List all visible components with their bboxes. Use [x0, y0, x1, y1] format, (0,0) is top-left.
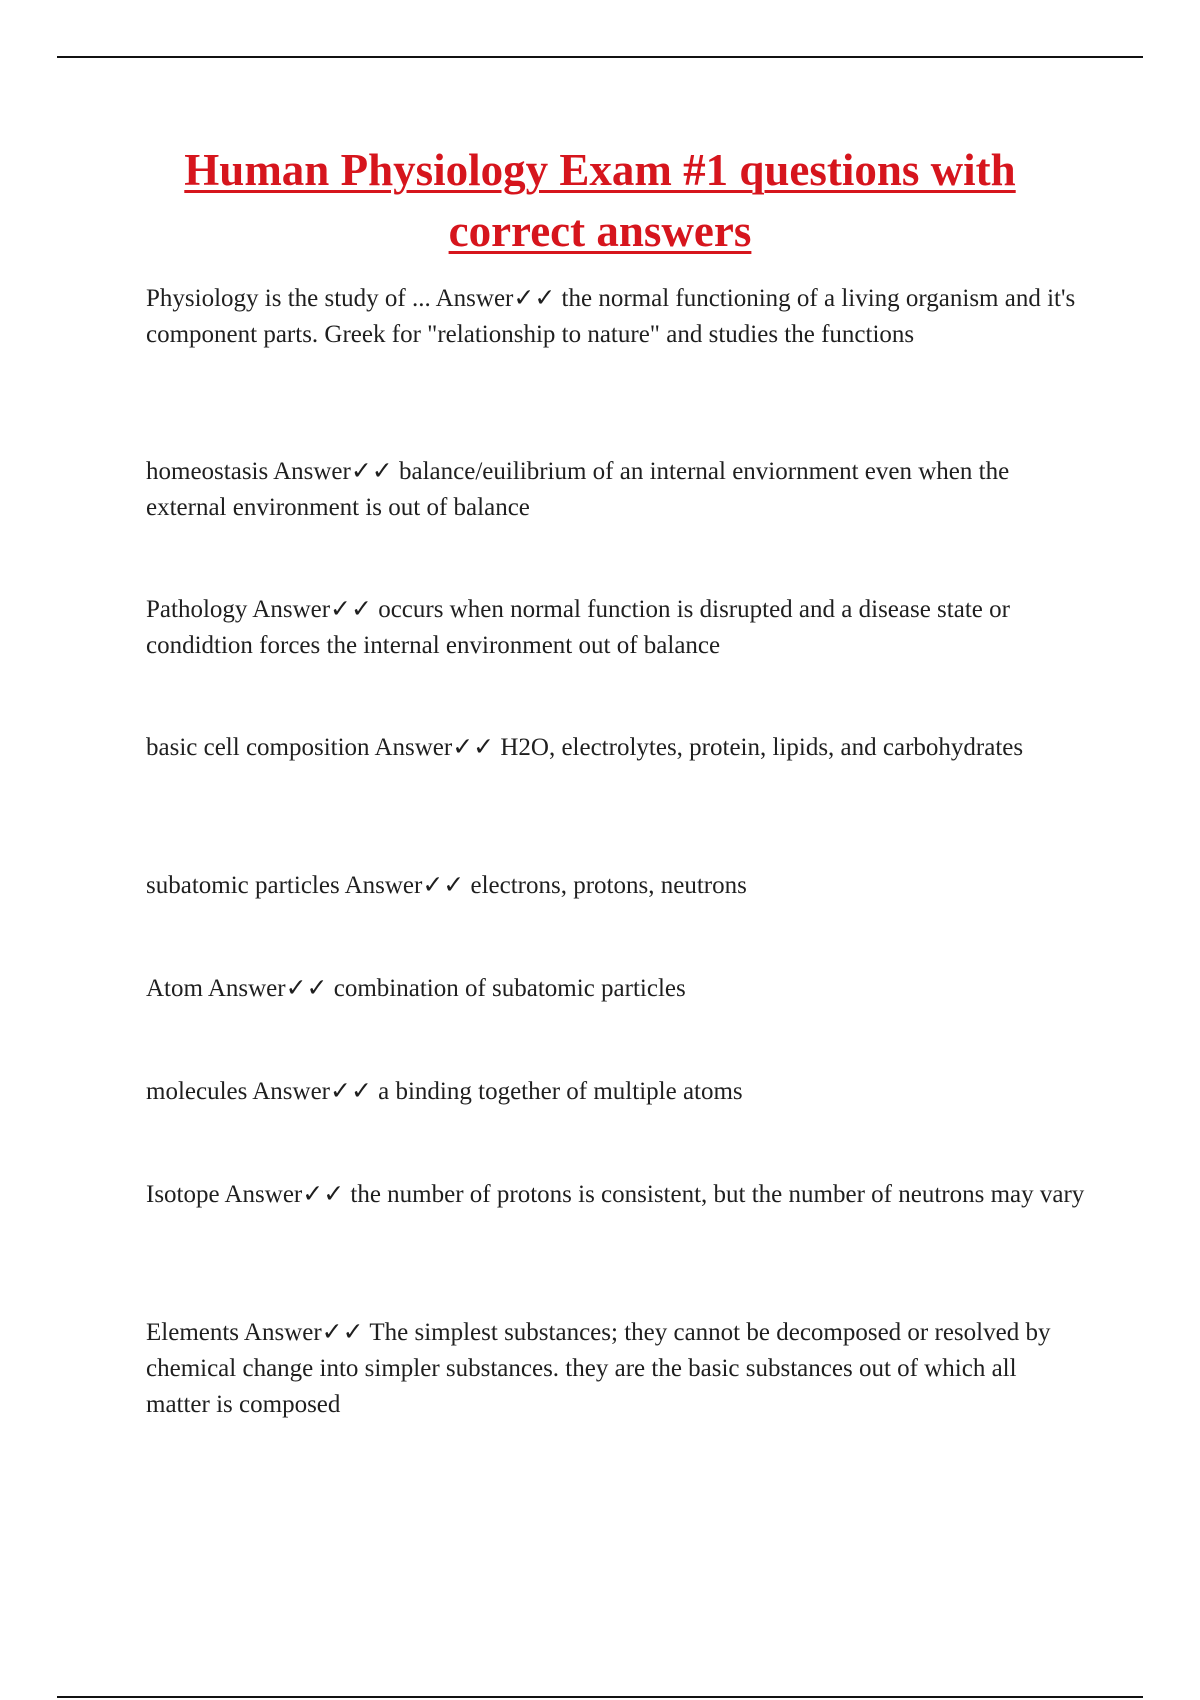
qa-item: [146, 592, 1086, 664]
qa-item: [146, 281, 1086, 353]
qa-answer: H2O, electrolytes, protein, lipids, and carbohydrates: [500, 734, 1024, 761]
answer-marker: Answer✓✓: [207, 975, 328, 1002]
qa-answer: occurs when normal function is disrupted and a disease state or condidtion forces the internal environment out of balance: [146, 596, 1010, 659]
qa-term: Physiology is the study of ...: [146, 285, 431, 312]
qa-answer: electrons, protons, neutrons: [470, 872, 747, 899]
qa-item: [146, 971, 1086, 1007]
bottom-rule: [57, 1696, 1143, 1698]
qa-term: Isotope: [146, 1181, 220, 1208]
document-title: Human Physiology Exam #1 questions with correct answers: [184, 145, 1016, 256]
qa-answer: balance/euilibrium of an internal enviornment even when the external environment is out of balance: [146, 458, 1010, 521]
qa-answer: a binding together of multiple atoms: [378, 1078, 743, 1105]
qa-term: Pathology: [146, 596, 248, 623]
answer-marker: Answer✓✓: [273, 458, 393, 485]
qa-answer: the number of protons is consistent, but the number of neutrons may vary: [350, 1181, 1085, 1208]
answer-marker: Answer✓✓: [224, 1181, 345, 1208]
answer-marker: Answer✓✓: [435, 285, 556, 312]
qa-term: molecules: [146, 1078, 248, 1105]
answer-marker: Answer✓✓: [252, 1078, 372, 1105]
qa-item: [146, 1315, 1086, 1423]
qa-term: basic cell composition: [146, 734, 370, 761]
qa-item: [146, 1177, 1086, 1213]
qa-item: [146, 730, 1086, 766]
qa-answer: The simplest substances; they cannot be decomposed or resolved by chemical change into simpler substances. they are the basic substances out of which all matter is composed: [146, 1319, 1051, 1418]
answer-marker: Answer✓✓: [344, 872, 465, 899]
qa-term: subatomic particles: [146, 872, 340, 899]
qa-term: Elements: [146, 1319, 240, 1346]
qa-item: [146, 454, 1086, 526]
answer-marker: Answer✓✓: [243, 1319, 364, 1346]
answer-marker: Answer✓✓: [374, 734, 495, 761]
qa-term: homeostasis: [146, 458, 269, 485]
qa-item: [146, 868, 1086, 904]
qa-item: [146, 1074, 1086, 1110]
qa-answer: the normal functioning of a living organism and it's component parts. Greek for "relationship to nature" and studies the functions: [146, 285, 1076, 348]
qa-answer: combination of subatomic particles: [333, 975, 686, 1002]
qa-term: Atom: [146, 975, 203, 1002]
answer-marker: Answer✓✓: [252, 596, 372, 623]
